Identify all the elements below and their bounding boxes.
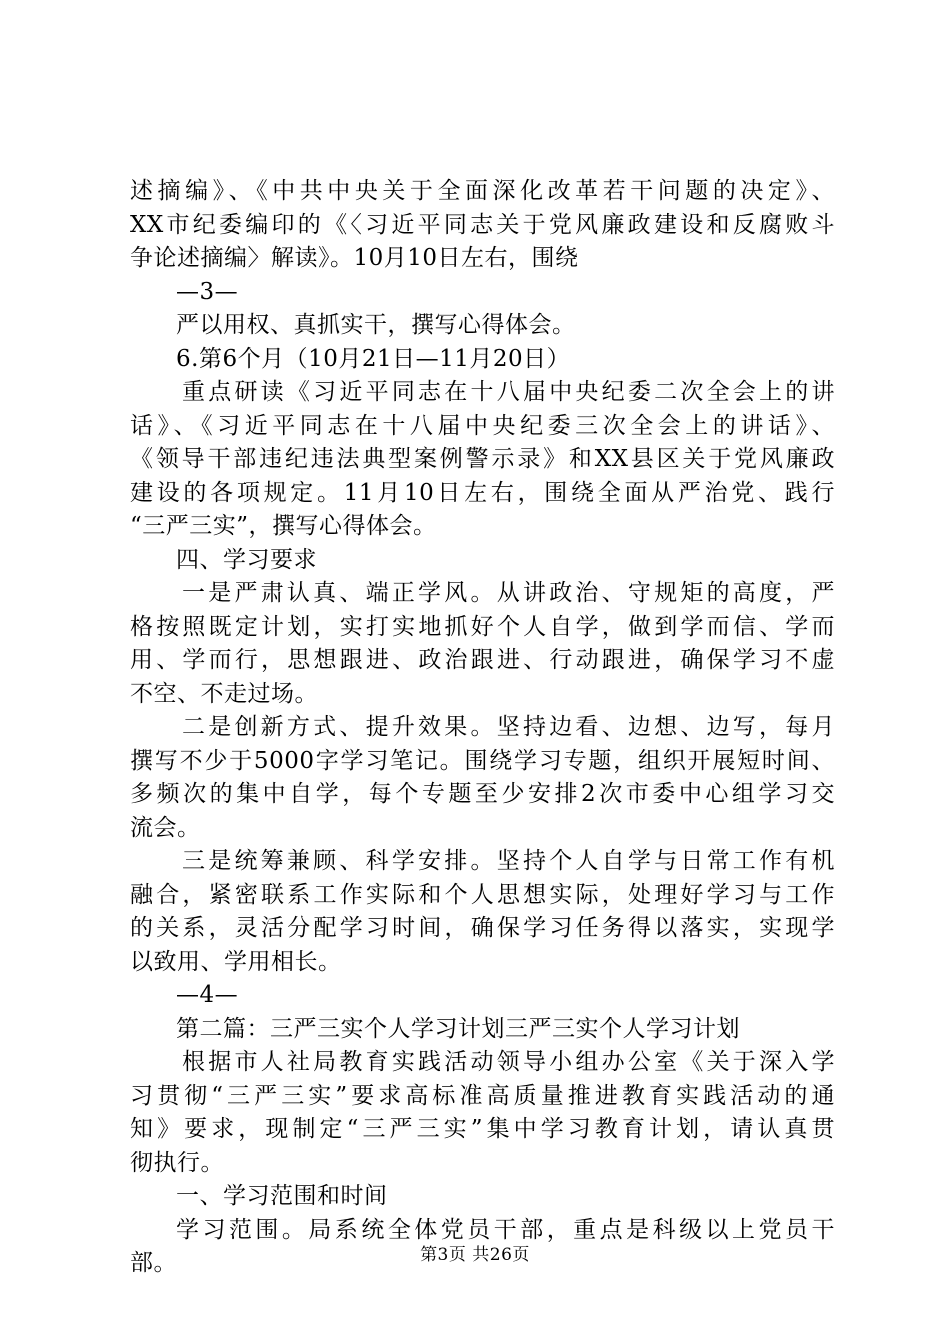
page-marker: —3— <box>176 278 239 305</box>
text-line: 不空、不走过场。 <box>130 680 318 707</box>
text-line: 知》要求，现制定“三严三实”集中学习教育计划，请认真贯 <box>130 1116 835 1142</box>
text-line: 重点研读《习近平同志在十八届中央纪委二次全会上的讲 <box>182 379 835 405</box>
text-line: 述摘编》、《中共中央关于全面深化改革若干问题的决定》、 <box>130 178 835 204</box>
section-heading: 四、学习要求 <box>176 546 317 573</box>
text-line: 二是创新方式、提升效果。坚持边看、边想、边写，每月 <box>182 714 835 740</box>
text-line: 《领导干部违纪违法典型案例警示录》和XX县区关于党风廉政 <box>130 446 835 472</box>
text-line: 格按照既定计划，实打实地抓好个人自学，做到学而信、学而 <box>130 613 835 640</box>
text-line: XX市纪委编印的《〈习近平同志关于党风廉政建设和反腐败斗 <box>130 211 835 238</box>
text-line: 流会。 <box>130 814 201 841</box>
text-line: 三是统筹兼顾、科学安排。坚持个人自学与日常工作有机 <box>182 848 835 874</box>
text-line: “三严三实”，撰写心得体会。 <box>130 513 437 539</box>
page-footer: 第3页 共26页 <box>420 1245 530 1265</box>
text-line: 一是严肃认真、端正学风。从讲政治、守规矩的高度，严 <box>182 580 835 606</box>
text-line: 建设的各项规定。11月10日左右，围绕全面从严治党、践行 <box>130 479 835 506</box>
text-line: 融合，紧密联系工作实际和个人思想实际，处理好学习与工作 <box>130 881 835 908</box>
text-line: 用、学而行，思想跟进、政治跟进、行动跟进，确保学习不虚 <box>130 647 835 673</box>
text-line: 根据市人社局教育实践活动领导小组办公室《关于深入学 <box>182 1049 835 1075</box>
text-line: 争论述摘编〉解读》。10月10日左右，围绕 <box>130 245 579 271</box>
document-body <box>130 175 835 1281</box>
text-line: 严以用权、真抓实干，撰写心得体会。 <box>176 312 576 338</box>
text-line: 撰写不少于5000字学习笔记。围绕学习专题，组织开展短时间、 <box>130 747 835 774</box>
text-line: 彻执行。 <box>130 1149 224 1176</box>
section-heading: 一、学习范围和时间 <box>176 1183 388 1209</box>
text-line: 习贯彻“三严三实”要求高标准高质量推进教育实践活动的通 <box>130 1082 835 1109</box>
text-line: 以致用、学用相长。 <box>130 948 342 975</box>
text-line: 话》、《习近平同志在十八届中央纪委三次全会上的讲话》、 <box>130 412 835 439</box>
text-line: 部。 <box>130 1250 177 1276</box>
text-line: 学习范围。局系统全体党员干部，重点是科级以上党员干 <box>176 1216 835 1243</box>
page-marker: —4— <box>176 982 239 1008</box>
text-line: 多频次的集中自学，每个专题至少安排2次市委中心组学习交 <box>130 781 835 807</box>
section-heading: 6.第6个月（10月21日—11月20日） <box>176 345 571 372</box>
section-heading: 第二篇：三严三实个人学习计划三严三实个人学习计划 <box>176 1015 740 1042</box>
text-line: 的关系，灵活分配学习时间，确保学习任务得以落实，实现学 <box>130 915 835 941</box>
